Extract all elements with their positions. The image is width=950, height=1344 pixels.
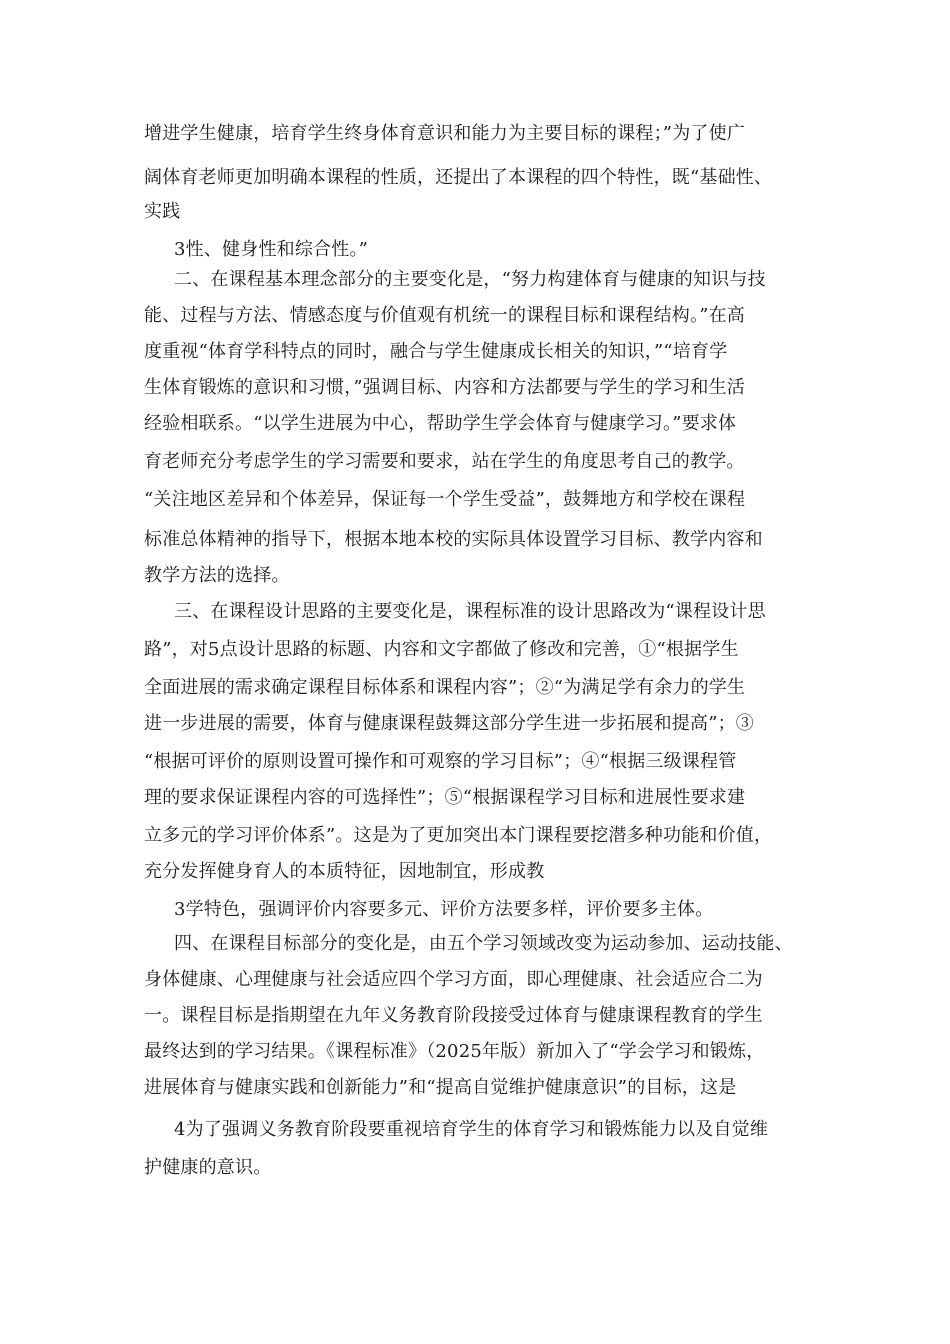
text-line: “关注地区差异和个体差异，保证每一个学生受益”，鼓舞地方和学校在课程 — [144, 489, 746, 510]
text-line: “根据可评价的原则设置可操作和可观察的学习目标”；④“根据三级课程管 — [144, 751, 737, 772]
text-line: 度重视“体育学科特点的同时，融合与学生健康成长相关的知识，”“培育学 — [144, 341, 728, 362]
text-line: 路”，对5点设计思路的标题、内容和文字都做了修改和完善，①“根据学生 — [144, 639, 739, 660]
text-line: 理的要求保证课程内容的可选择性”；⑤“根据课程学习目标和进展性要求建 — [144, 787, 746, 808]
text-line: 标准总体精神的指导下，根据本地本校的实际具体设置学习目标、教学内容和 — [144, 529, 763, 550]
text-line: 实践 — [144, 201, 181, 222]
text-line: 3性、健身性和综合性。” — [174, 239, 369, 260]
text-line: 全面进展的需求确定课程目标体系和课程内容”；②“为满足学有余力的学生 — [144, 677, 746, 698]
text-line: 四、在课程目标部分的变化是，由五个学习领域改变为运动参加、运动技能、 — [174, 933, 793, 954]
text-line: 充分发挥健身育人的本质特征，因地制宜，形成教 — [144, 861, 545, 882]
text-line: 教学方法的选择。 — [144, 565, 290, 586]
text-line: 二、在课程基本理念部分的主要变化是，“努力构建体育与健康的知识与技 — [174, 269, 766, 290]
text-line: 最终达到的学习结果。《课程标准》（2025年版）新加入了“学会学习和锻炼， — [144, 1041, 765, 1062]
text-line: 进一步进展的需要，体育与健康课程鼓舞这部分学生进一步拓展和提高”；③ — [144, 713, 754, 734]
text-line: 阔体育老师更加明确本课程的性质，还提出了本课程的四个特性，既“基础性、 — [144, 167, 773, 188]
text-line: 三、在课程设计思路的主要变化是，课程标准的设计思路改为“课程设计思 — [174, 601, 766, 622]
text-line: 增进学生健康，培育学生终身体育意识和能力为主要目标的课程；”为了使广 — [144, 123, 745, 144]
text-line: 一。课程目标是指期望在九年义务教育阶段接受过体育与健康课程教育的学生 — [144, 1005, 763, 1026]
text-line: 4为了强调义务教育阶段要重视培育学生的体育学习和锻炼能力以及自觉维 — [174, 1119, 769, 1140]
text-line: 立多元的学习评价体系”。这是为了更加突出本门课程要挖潜多种功能和价值， — [144, 825, 773, 846]
text-line: 护健康的意识。 — [144, 1157, 272, 1178]
text-line: 生体育锻炼的意识和习惯，”强调目标、内容和方法都要与学生的学习和生活 — [144, 377, 745, 398]
text-line: 3学特色，强调评价内容要多元、评价方法要多样，评价要多主体。 — [174, 899, 714, 920]
text-line: 经验相联系。“以学生进展为中心，帮助学生学会体育与健康学习。”要求体 — [144, 413, 737, 434]
text-line: 身体健康、心理健康与社会适应四个学习方面，即心理健康、社会适应合二为 — [144, 969, 763, 990]
text-line: 能、过程与方法、情感态度与价值观有机统一的课程目标和课程结构。”在高 — [144, 305, 745, 326]
text-line: 进展体育与健康实践和创新能力”和“提高自觉维护健康意识”的目标，这是 — [144, 1077, 737, 1098]
text-line: 育老师充分考虑学生的学习需要和要求，站在学生的角度思考自己的教学。 — [144, 451, 745, 472]
